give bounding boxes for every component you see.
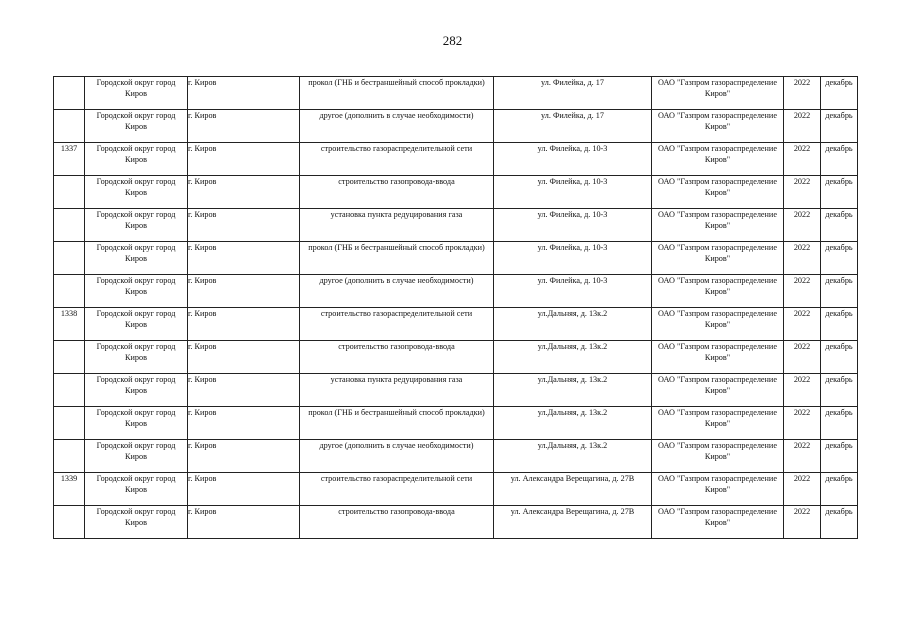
district-cell: Городской округ город Киров: [85, 440, 188, 473]
city-cell: г. Киров: [188, 209, 300, 242]
city-cell: г. Киров: [188, 275, 300, 308]
row-number: 1337: [54, 143, 85, 176]
district-cell: Городской округ город Киров: [85, 341, 188, 374]
table-row: [54, 242, 858, 275]
city-cell: г. Киров: [188, 374, 300, 407]
year-cell: 2022: [784, 374, 821, 407]
month-cell: декабрь: [821, 440, 858, 473]
district-cell: Городской округ город Киров: [85, 374, 188, 407]
table-row: [54, 143, 858, 176]
month-cell: декабрь: [821, 341, 858, 374]
work-type-cell: строительство газораспределительной сети: [300, 143, 494, 176]
year-cell: 2022: [784, 176, 821, 209]
address-cell: ул. Филейка, д. 17: [494, 110, 652, 143]
work-type-cell: строительство газопровода-ввода: [300, 341, 494, 374]
district-cell: Городской округ город Киров: [85, 77, 188, 110]
year-cell: 2022: [784, 341, 821, 374]
work-type-cell: другое (дополнить в случае необходимости): [300, 440, 494, 473]
row-number: [54, 341, 85, 374]
organization-cell: ОАО "Газпром газораспределение Киров": [652, 275, 784, 308]
organization-cell: ОАО "Газпром газораспределение Киров": [652, 209, 784, 242]
work-type-cell: прокол (ГНБ и бестраншейный способ прокладки): [300, 77, 494, 110]
row-number: [54, 176, 85, 209]
year-cell: 2022: [784, 209, 821, 242]
month-cell: декабрь: [821, 308, 858, 341]
year-cell: 2022: [784, 110, 821, 143]
district-cell: Городской округ город Киров: [85, 506, 188, 539]
work-type-cell: строительство газораспределительной сети: [300, 308, 494, 341]
year-cell: 2022: [784, 77, 821, 110]
table-row: [54, 506, 858, 539]
month-cell: декабрь: [821, 242, 858, 275]
table-row: [54, 275, 858, 308]
city-cell: г. Киров: [188, 341, 300, 374]
table-row: [54, 440, 858, 473]
address-cell: ул.Дальняя, д. 13к.2: [494, 341, 652, 374]
city-cell: г. Киров: [188, 308, 300, 341]
work-type-cell: строительство газопровода-ввода: [300, 506, 494, 539]
month-cell: декабрь: [821, 275, 858, 308]
table-row: [54, 341, 858, 374]
district-cell: Городской округ город Киров: [85, 242, 188, 275]
month-cell: декабрь: [821, 473, 858, 506]
year-cell: 2022: [784, 275, 821, 308]
month-cell: декабрь: [821, 407, 858, 440]
district-cell: Городской округ город Киров: [85, 209, 188, 242]
work-type-cell: другое (дополнить в случае необходимости): [300, 275, 494, 308]
organization-cell: ОАО "Газпром газораспределение Киров": [652, 341, 784, 374]
city-cell: г. Киров: [188, 77, 300, 110]
row-number: [54, 242, 85, 275]
row-number: [54, 77, 85, 110]
organization-cell: ОАО "Газпром газораспределение Киров": [652, 77, 784, 110]
organization-cell: ОАО "Газпром газораспределение Киров": [652, 506, 784, 539]
month-cell: декабрь: [821, 374, 858, 407]
district-cell: Городской округ город Киров: [85, 176, 188, 209]
registry-table: [53, 76, 858, 539]
table-row: [54, 473, 858, 506]
district-cell: Городской округ город Киров: [85, 275, 188, 308]
district-cell: Городской округ город Киров: [85, 407, 188, 440]
address-cell: ул. Филейка, д. 10-3: [494, 275, 652, 308]
city-cell: г. Киров: [188, 440, 300, 473]
address-cell: ул.Дальняя, д. 13к.2: [494, 308, 652, 341]
city-cell: г. Киров: [188, 176, 300, 209]
row-number: [54, 506, 85, 539]
row-number: [54, 275, 85, 308]
work-type-cell: другое (дополнить в случае необходимости): [300, 110, 494, 143]
city-cell: г. Киров: [188, 473, 300, 506]
table-row: [54, 407, 858, 440]
city-cell: г. Киров: [188, 506, 300, 539]
organization-cell: ОАО "Газпром газораспределение Киров": [652, 473, 784, 506]
district-cell: Городской округ город Киров: [85, 308, 188, 341]
city-cell: г. Киров: [188, 407, 300, 440]
table-row: [54, 209, 858, 242]
row-number: 1338: [54, 308, 85, 341]
address-cell: ул. Филейка, д. 10-3: [494, 143, 652, 176]
page-number: 282: [442, 33, 463, 48]
table-row: [54, 308, 858, 341]
year-cell: 2022: [784, 242, 821, 275]
table-row: [54, 374, 858, 407]
work-type-cell: строительство газопровода-ввода: [300, 176, 494, 209]
organization-cell: ОАО "Газпром газораспределение Киров": [652, 440, 784, 473]
address-cell: ул.Дальняя, д. 13к.2: [494, 407, 652, 440]
city-cell: г. Киров: [188, 110, 300, 143]
organization-cell: ОАО "Газпром газораспределение Киров": [652, 143, 784, 176]
city-cell: г. Киров: [188, 143, 300, 176]
row-number: 1339: [54, 473, 85, 506]
address-cell: ул.Дальняя, д. 13к.2: [494, 374, 652, 407]
month-cell: декабрь: [821, 110, 858, 143]
work-type-cell: прокол (ГНБ и бестраншейный способ прокладки): [300, 242, 494, 275]
row-number: [54, 209, 85, 242]
table-body: [54, 77, 858, 539]
work-type-cell: установка пункта редуцирования газа: [300, 209, 494, 242]
row-number: [54, 407, 85, 440]
table-row: [54, 110, 858, 143]
row-number: [54, 374, 85, 407]
year-cell: 2022: [784, 143, 821, 176]
address-cell: ул. Филейка, д. 10-3: [494, 176, 652, 209]
year-cell: 2022: [784, 407, 821, 440]
month-cell: декабрь: [821, 209, 858, 242]
year-cell: 2022: [784, 308, 821, 341]
address-cell: ул. Александра Верещагина, д. 27В: [494, 506, 652, 539]
organization-cell: ОАО "Газпром газораспределение Киров": [652, 407, 784, 440]
organization-cell: ОАО "Газпром газораспределение Киров": [652, 242, 784, 275]
work-type-cell: прокол (ГНБ и бестраншейный способ прокладки): [300, 407, 494, 440]
district-cell: Городской округ город Киров: [85, 143, 188, 176]
organization-cell: ОАО "Газпром газораспределение Киров": [652, 110, 784, 143]
work-type-cell: установка пункта редуцирования газа: [300, 374, 494, 407]
year-cell: 2022: [784, 473, 821, 506]
district-cell: Городской округ город Киров: [85, 110, 188, 143]
address-cell: ул. Филейка, д. 17: [494, 77, 652, 110]
address-cell: ул. Филейка, д. 10-3: [494, 209, 652, 242]
organization-cell: ОАО "Газпром газораспределение Киров": [652, 308, 784, 341]
address-cell: ул. Филейка, д. 10-3: [494, 242, 652, 275]
year-cell: 2022: [784, 440, 821, 473]
district-cell: Городской округ город Киров: [85, 473, 188, 506]
table-row: [54, 77, 858, 110]
organization-cell: ОАО "Газпром газораспределение Киров": [652, 374, 784, 407]
month-cell: декабрь: [821, 506, 858, 539]
address-cell: ул. Александра Верещагина, д. 27В: [494, 473, 652, 506]
month-cell: декабрь: [821, 77, 858, 110]
year-cell: 2022: [784, 506, 821, 539]
city-cell: г. Киров: [188, 242, 300, 275]
table-row: [54, 176, 858, 209]
organization-cell: ОАО "Газпром газораспределение Киров": [652, 176, 784, 209]
month-cell: декабрь: [821, 176, 858, 209]
row-number: [54, 110, 85, 143]
month-cell: декабрь: [821, 143, 858, 176]
work-type-cell: строительство газораспределительной сети: [300, 473, 494, 506]
address-cell: ул.Дальняя, д. 13к.2: [494, 440, 652, 473]
row-number: [54, 440, 85, 473]
